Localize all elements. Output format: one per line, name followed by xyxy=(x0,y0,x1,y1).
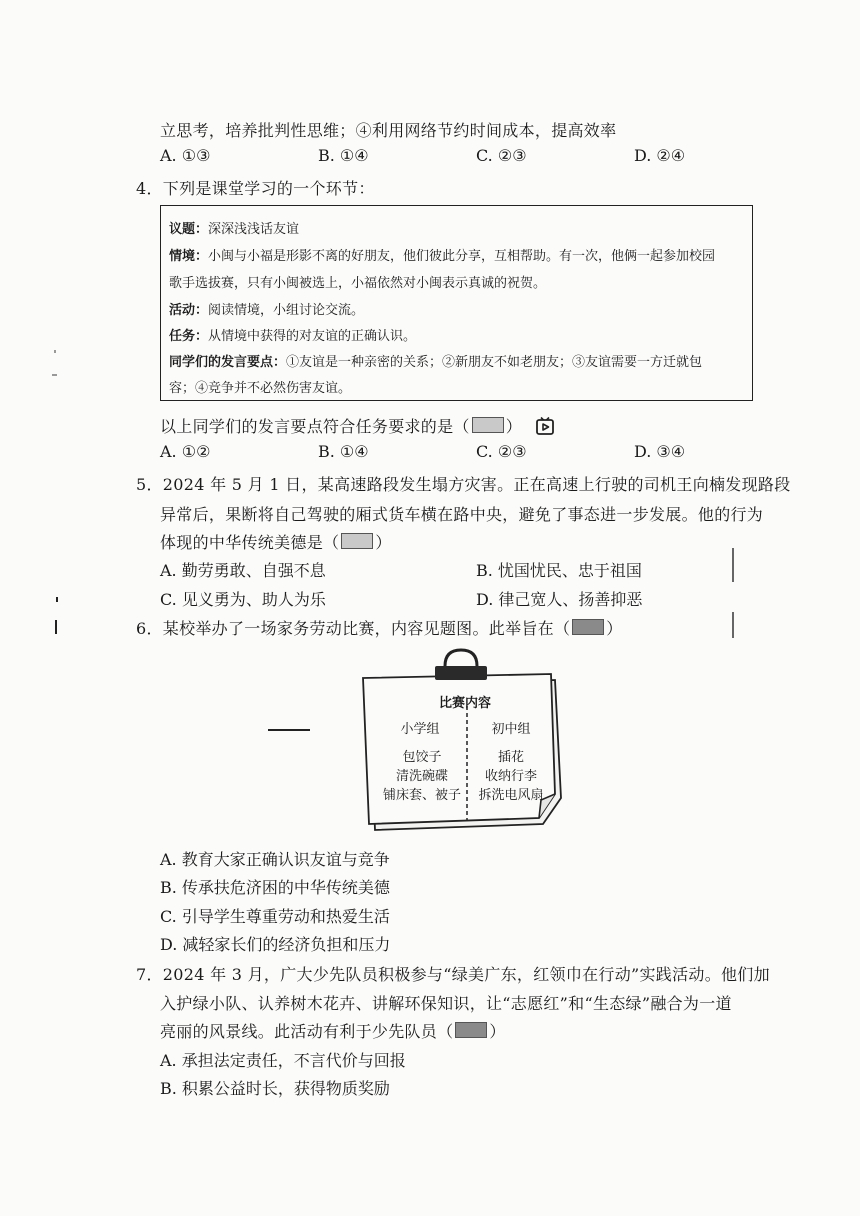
q4-task-line xyxy=(169,325,416,344)
q6-option-c[interactable]: C. 引导学生尊重劳动和热爱生活 xyxy=(160,907,390,926)
q4-scenario-box xyxy=(160,205,753,401)
q7-stem-line-2: 入护绿小队、认养树木花卉、讲解环保知识，让“志愿红”和“生态绿”融合为一道 xyxy=(160,994,732,1013)
primary-item: 铺床套、被子 xyxy=(382,788,461,803)
scan-speck xyxy=(52,374,57,376)
q6-stem xyxy=(136,616,623,639)
answer-blank[interactable] xyxy=(472,417,504,433)
points-label: 同学们的发言要点： xyxy=(169,355,287,370)
q3-stem-tail: 立思考，培养批判性思维；④利用网络节约时间成本，提高效率 xyxy=(160,121,617,140)
junior-group-header: 初中组 xyxy=(491,722,531,737)
figure-title: 比赛内容 xyxy=(438,696,491,711)
q4-option-c[interactable]: C. ②③ xyxy=(476,442,527,461)
task-label: 任务： xyxy=(169,329,209,344)
scan-line xyxy=(732,612,734,638)
q4-points-line-2: 容；④竞争并不必然伤害友谊。 xyxy=(169,381,352,396)
q6-stem-end: ） xyxy=(606,619,623,638)
q7-stem-text: 亮丽的风景线。此活动有利于少先队员（ xyxy=(160,1022,454,1041)
primary-item: 包饺子 xyxy=(402,750,442,765)
q4-points-line-1 xyxy=(169,351,702,370)
task-text: 从情境中获得的对友谊的正确认识。 xyxy=(208,329,417,344)
q5-stem-line-1: 5．2024 年 5 月 1 日，某高速路段发生塌方灾害。正在高速上行驶的司机王向楠发现路段 xyxy=(136,475,791,494)
q6-option-a[interactable]: A. 教育大家正确认识友谊与竞争 xyxy=(160,850,390,869)
q5-option-b[interactable]: B. 忧国忧民、忠于祖国 xyxy=(476,561,642,580)
topic-text: 深深浅浅话友谊 xyxy=(208,222,300,237)
junior-item: 收纳行李 xyxy=(484,769,537,784)
scan-line xyxy=(732,548,734,582)
junior-item: 插花 xyxy=(497,750,524,765)
scan-speck xyxy=(56,597,58,602)
primary-group-header: 小学组 xyxy=(400,722,440,737)
notepad-drawing xyxy=(355,648,565,834)
points-text-1: ①友谊是一种亲密的关系；②新朋友不如老朋友；③友谊需要一方迁就包 xyxy=(286,355,703,370)
q4-stem: 4．下列是课堂学习的一个环节： xyxy=(136,179,375,198)
q4-question-text: 以上同学们的发言要点符合任务要求的是（ xyxy=(160,417,470,436)
competition-notepad-figure xyxy=(355,648,565,834)
q6-stem-text: 6．某校举办了一场家务劳动比赛，内容见题图。此举旨在（ xyxy=(136,619,571,638)
q4-option-d[interactable]: D. ③④ xyxy=(634,442,686,461)
q5-stem-text: 体现的中华传统美德是（ xyxy=(160,533,340,552)
q4-activity-line xyxy=(169,299,364,318)
scene-label: 情境： xyxy=(169,249,209,264)
q4-topic-line xyxy=(169,218,299,237)
scan-speck xyxy=(55,620,57,634)
q5-option-d[interactable]: D. 律己宽人、扬善抑恶 xyxy=(476,590,643,609)
q7-stem-end: ） xyxy=(489,1022,506,1041)
q5-stem-line-3 xyxy=(160,530,392,553)
q3-option-a[interactable]: A. ①③ xyxy=(160,146,211,165)
q4-scene-line-1 xyxy=(169,245,715,264)
q4-option-b[interactable]: B. ①④ xyxy=(318,442,369,461)
q7-option-a[interactable]: A. 承担法定责任，不言代价与回报 xyxy=(160,1051,406,1070)
q7-stem-line-1: 7．2024 年 3 月，广大少先队员积极参与“绿美广东，红领巾在行动”实践活动。他们加 xyxy=(136,965,770,984)
q3-option-c[interactable]: C. ②③ xyxy=(476,146,527,165)
q5-option-a[interactable]: A. 勤劳勇敢、自强不息 xyxy=(160,561,326,580)
q4-question-end: ） xyxy=(505,417,523,436)
q4-question xyxy=(160,414,555,440)
junior-item: 拆洗电风扇 xyxy=(478,788,544,803)
answer-blank[interactable] xyxy=(341,533,373,549)
topic-label: 议题： xyxy=(169,222,209,237)
q5-option-c[interactable]: C. 见义勇为、助人为乐 xyxy=(160,590,326,609)
q6-option-b[interactable]: B. 传承扶危济困的中华传统美德 xyxy=(160,878,390,897)
q3-option-b[interactable]: B. ①④ xyxy=(318,146,369,165)
q4-option-a[interactable]: A. ①② xyxy=(160,442,211,461)
q7-stem-line-3 xyxy=(160,1019,506,1042)
answer-blank[interactable] xyxy=(572,619,604,635)
activity-text: 阅读情境，小组讨论交流。 xyxy=(208,303,365,318)
q4-scene-line-2: 歌手选拔赛，只有小闽被选上，小福依然对小闽表示真诚的祝贺。 xyxy=(169,276,547,291)
primary-item: 清洗碗碟 xyxy=(395,769,448,784)
answer-blank[interactable] xyxy=(455,1022,487,1038)
activity-label: 活动： xyxy=(169,303,209,318)
q5-stem-line-2: 异常后，果断将自己驾驶的厢式货车横在路中央，避免了事态进一步发展。他的行为 xyxy=(160,505,764,524)
q3-option-d[interactable]: D. ②④ xyxy=(634,146,686,165)
q7-option-b[interactable]: B. 积累公益时长，获得物质奖励 xyxy=(160,1079,390,1098)
scene-text-1: 小闽与小福是形影不离的好朋友，他们彼此分享，互相帮助。有一次，他俩一起参加校园 xyxy=(208,249,716,264)
scan-speck xyxy=(54,350,56,353)
q6-option-d[interactable]: D. 减轻家长们的经济负担和压力 xyxy=(160,935,391,954)
q5-stem-end: ） xyxy=(375,533,392,552)
stray-line xyxy=(268,729,310,731)
play-video-icon[interactable] xyxy=(535,416,555,440)
